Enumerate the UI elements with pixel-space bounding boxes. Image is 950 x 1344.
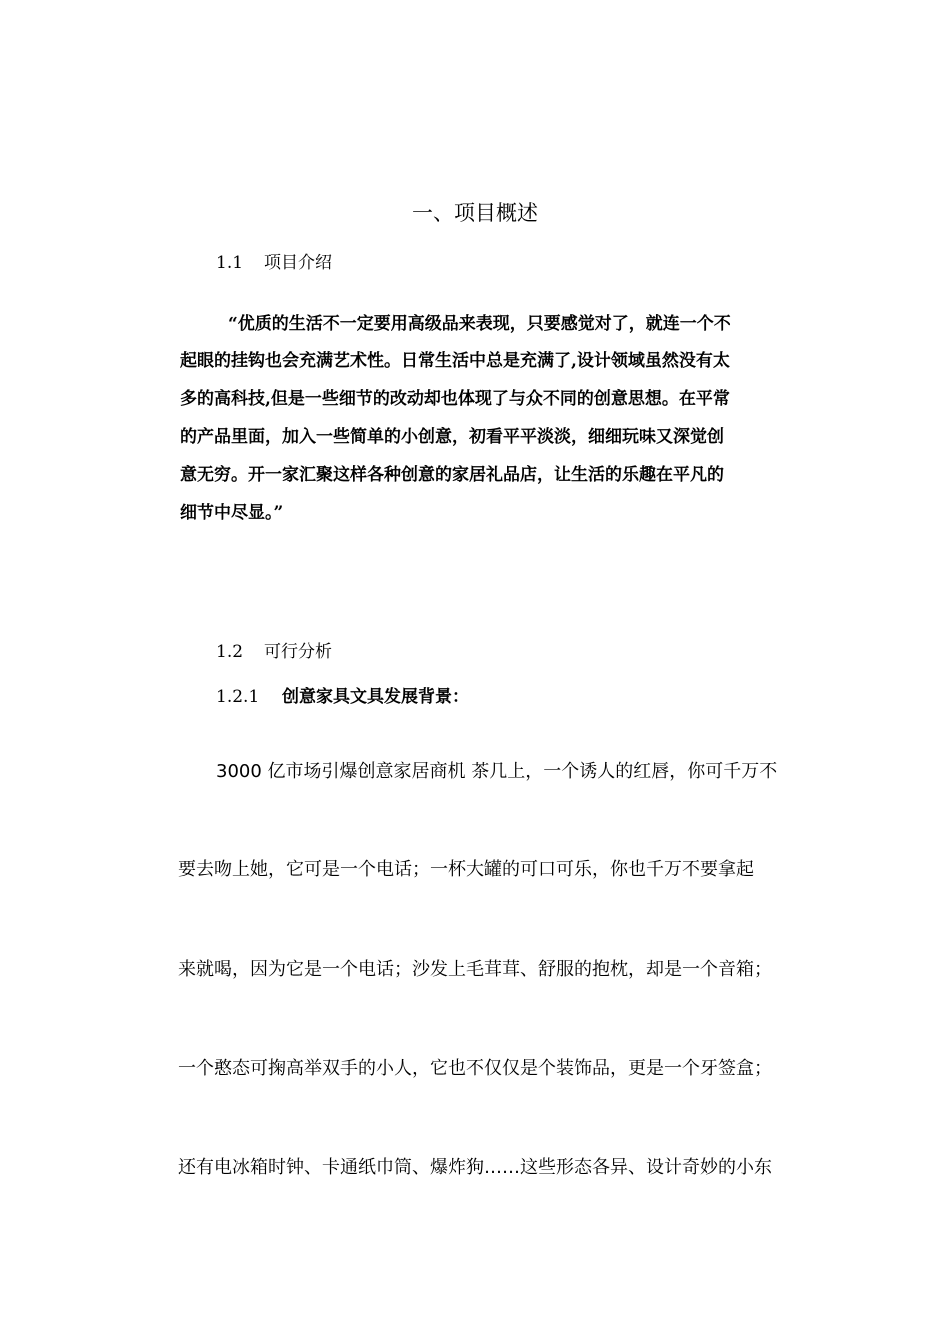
- body-line: 来就喝，因为它是一个电话；沙发上毛茸茸、舒服的抱枕，却是一个音箱；: [178, 959, 772, 980]
- section-heading-1-1: [216, 251, 332, 275]
- quote-line: 多的高科技,但是一些细节的改动却也体现了与众不同的创意思想。在平常: [180, 389, 730, 409]
- body-line: 要去吻上她，它可是一个电话；一杯大罐的可口可乐，你也千万不要拿起: [178, 859, 754, 880]
- body-line: 还有电冰箱时钟、卡通纸巾筒、爆炸狗……这些形态各异、设计奇妙的小东: [178, 1157, 772, 1178]
- quote-line: 意无穷。开一家汇聚这样各种创意的家居礼品店，让生活的乐趣在平凡的: [180, 465, 724, 485]
- chapter-title: 一、项目概述: [412, 201, 538, 225]
- body-line: 一个憨态可掬高举双手的小人，它也不仅仅是个装饰品，更是一个牙签盒；: [178, 1058, 772, 1079]
- quote-line: 起眼的挂钩也会充满艺术性。日常生活中总是充满了,设计领域虽然没有太: [180, 351, 730, 371]
- quote-line: 细节中尽显。”: [180, 503, 284, 523]
- section-heading-1-2: [216, 640, 332, 664]
- quote-line: “优质的生活不一定要用高级品来表现，只要感觉对了，就连一个不: [228, 314, 731, 334]
- section-title: 项目介绍: [264, 253, 332, 273]
- quote-line: 的产品里面，加入一些简单的小创意，初看平平淡淡，细细玩味又深觉创: [180, 427, 724, 447]
- section-number: 1.1: [216, 253, 244, 273]
- body-line: 3000 亿市场引爆创意家居商机 茶几上，一个诱人的红唇，你可千万不: [216, 761, 778, 782]
- section-heading-1-2-1: [216, 685, 469, 709]
- section-number: 1.2.1: [216, 687, 260, 707]
- section-title: 可行分析: [264, 642, 332, 662]
- section-number: 1.2: [216, 642, 244, 662]
- section-title: 创意家具文具发展背景：: [282, 687, 469, 707]
